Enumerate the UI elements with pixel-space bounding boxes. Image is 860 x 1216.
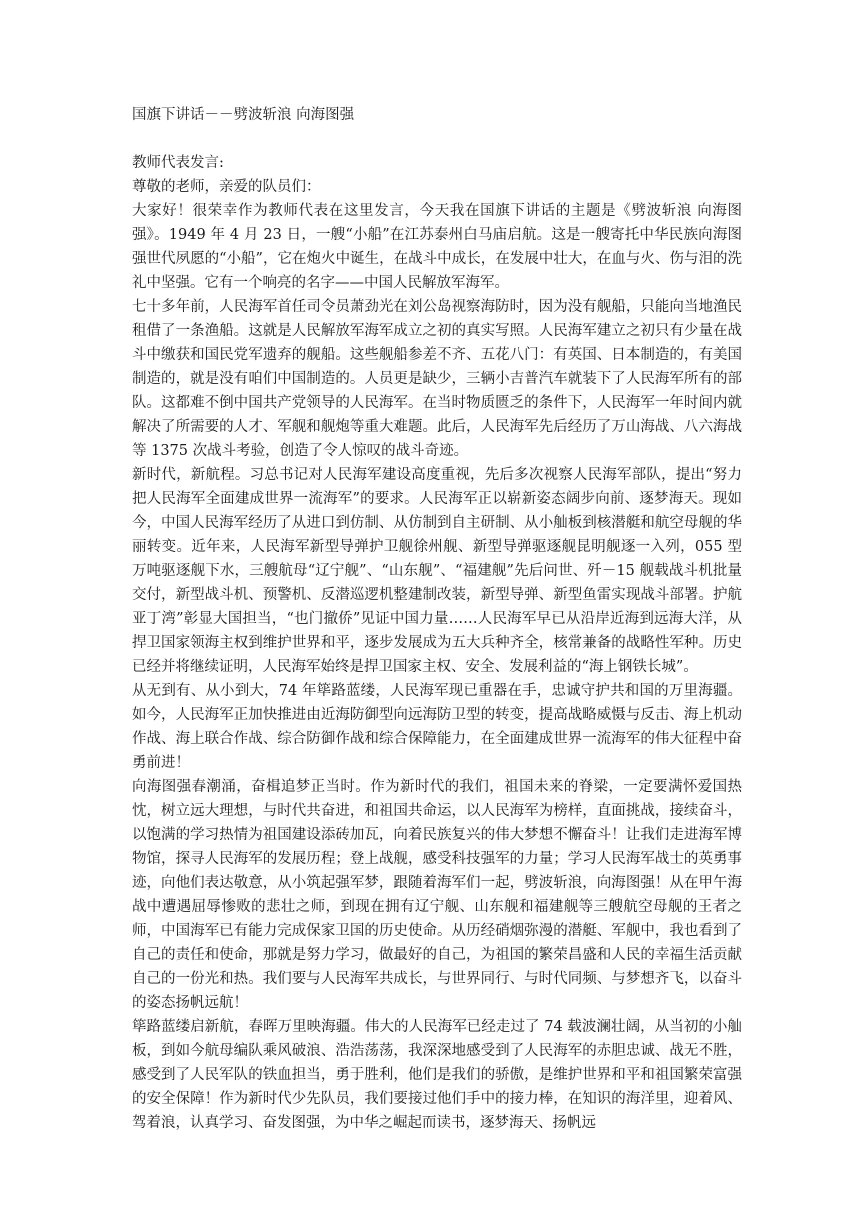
paragraph-2: 七十多年前，人民海军首任司令员萧劲光在刘公岛视察海防时，因为没有舰船，只能向当地渔民租借了一条渔船。这就是人民解放军海军成立之初的真实写照。人民海军建立之初只有少量在战斗中缴获和国民党军遗弃的舰船。这些舰船参差不齐、五花八门：有英国、日本制造的，有美国制造的，就是没有咱们中国制造的。人员更是缺少，三辆小吉普汽车就装下了人民海军所有的部队。这都难不倒中国共产党领导的人民海军。在当时物质匮乏的条件下，人民海军一年时间内就解决了所需要的人才、军舰和舰炮等重大难题。此后，人民海军先后经历了万山海战、八六海战等 1375 次战斗考验，创造了令人惊叹的战斗奇迹。 [132,299,742,459]
blank-line [132,127,742,151]
paragraph-1: 大家好！很荣幸作为教师代表在这里发言，今天我在国旗下讲话的主题是《劈波斩浪 向海图强》。1949 年 4 月 23 日，一艘“小船”在江苏泰州白马庙启航。这是一艘寄托中华民族向海图强世代夙愿的“小船”，它在炮火中诞生，在战斗中成长，在发展中壮大，在血与火、伤与泪的洗礼中坚强。它有一个响亮的名字——中国人民解放军海军。 [132,203,742,291]
document-title: 国旗下讲话－－劈波斩浪 向海图强 [132,107,355,123]
paragraph-3: 新时代，新航程。习总书记对人民海军建设高度重视，先后多次视察人民海军部队，提出“努力把人民海军全面建成世界一流海军”的要求。人民海军正以崭新姿态阔步向前、逐梦海天。现如今，中国人民海军经历了从进口到仿制、从仿制到自主研制、从小舢板到核潜艇和航空母舰的华丽转变。近年来，人民海军新型导弹护卫舰徐州舰、新型导弹驱逐舰昆明舰逐一入列，055 型万吨驱逐舰下水，三艘航母“辽宁舰”、“山东舰”、“福建舰”先后问世、歼－15 舰载战斗机批量交付，新型战斗机、预警机、反潜巡逻机整建制改装，新型导弹、新型鱼雷实现战斗部署。护航亚丁湾”彰显大国担当，“也门撤侨”见证中国力量……人民海军早已从沿岸近海到远海大洋，从捍卫国家领海主权到维护世界和平，逐步发展成为五大兵种齐全，核常兼备的战略性军种。历史已经并将继续证明，人民海军始终是捍卫国家主权、安全、发展利益的“海上钢铁长城”。 [132,467,742,675]
greeting: 尊敬的老师，亲爱的队员们： [132,179,321,195]
paragraph-5: 向海图强春潮涌，奋楫追梦正当时。作为新时代的我们，祖国未来的脊梁，一定要满怀爱国热忱，树立远大理想，与时代共奋进，和祖国共命运，以人民海军为榜样，直面挑战，接续奋斗，以饱满的学习热情为祖国建设添砖加瓦，向着民族复兴的伟大梦想不懈奋斗！让我们走进海军博物馆，探寻人民海军的发展历程；登上战舰，感受科技强军的力量；学习人民海军战士的英勇事迹，向他们表达敬意，从小筑起强军梦，跟随着海军们一起，劈波斩浪，向海图强！从在甲午海战中遭遇屈辱惨败的悲壮之师，到现在拥有辽宁舰、山东舰和福建舰等三艘航空母舰的王者之师，中国海军已有能力完成保家卫国的历史使命。从历经硝烟弥漫的潜艇、军舰中，我也看到了自己的责任和使命，那就是努力学习，做最好的自己，为祖国的繁荣昌盛和人民的幸福生活贡献自己的一份光和热。我们要与人民海军共成长，与世界同行、与时代同频、与梦想齐飞，以奋斗的姿态扬帆远航！ [132,779,742,1011]
paragraph-6: 筚路蓝缕启新航，春晖万里映海疆。伟大的人民海军已经走过了 74 载波澜壮阔，从当初的小舢板，到如今航母编队乘风破浪、浩浩荡荡，我深深地感受到了人民海军的赤胆忠诚、战无不胜，感受到了人民军队的铁血担当，勇于胜利，他们是我们的骄傲，是维护世界和平和祖国繁荣富强的安全保障！作为新时代少先队员，我们要接过他们手中的接力棒，在知识的海洋里，迎着风、驾着浪，认真学习、奋发图强，为中华之崛起而读书，逐梦海天、扬帆远 [132,1019,742,1131]
paragraph-4: 从无到有、从小到大，74 年筚路蓝缕，人民海军现已重器在手，忠诚守护共和国的万里海疆。如今，人民海军正加快推进由近海防御型向远海防卫型的转变，提高战略威慑与反击、海上机动作战、海上联合作战、综合防御作战和综合保障能力，在全面建成世界一流海军的伟大征程中奋勇前进！ [132,683,742,771]
speaker-label: 教师代表发言: [132,155,224,171]
document-page [132,103,742,1135]
